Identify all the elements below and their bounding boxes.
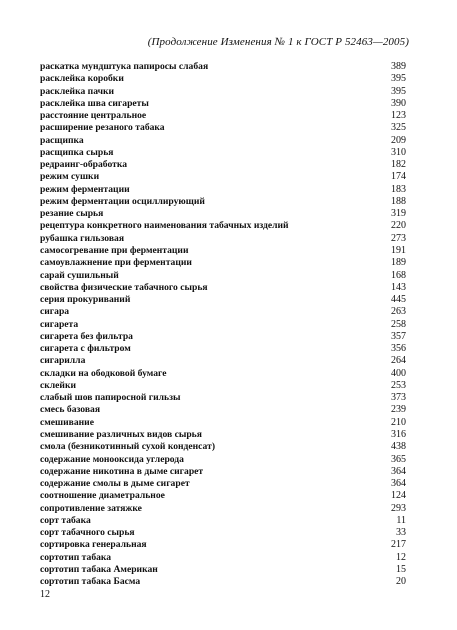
index-page-ref: 210 — [391, 416, 406, 428]
index-entry — [40, 282, 406, 294]
index-term: сорт табака — [40, 514, 91, 526]
index-page-ref: 395 — [391, 85, 406, 97]
index-term: редраинг-обработка — [40, 159, 128, 171]
index-term: сорт табачного сырья — [40, 527, 135, 539]
index-page-ref: 189 — [391, 257, 406, 269]
index-page-ref: 209 — [391, 134, 406, 146]
index-entry — [40, 515, 406, 527]
index-entry — [40, 306, 406, 318]
index-entry — [40, 319, 406, 331]
index-page-ref: 220 — [391, 220, 406, 232]
index-entry — [40, 73, 406, 85]
index-page-ref: 395 — [391, 73, 406, 85]
index-term: расклейка пачки — [40, 85, 115, 97]
index-entry — [40, 122, 406, 134]
index-page-ref: 174 — [391, 171, 406, 183]
index-term: смола (безникотинный сухой конденсат) — [40, 441, 216, 453]
index-page-ref: 293 — [391, 502, 406, 514]
index-entry — [40, 343, 406, 355]
index-term: слабый шов папиросной гильзы — [40, 392, 181, 404]
index-term: сортотип табака — [40, 551, 112, 563]
index-page-ref: 319 — [391, 208, 406, 220]
index-entry — [40, 220, 406, 232]
index-entry — [40, 135, 406, 147]
index-entry — [40, 61, 406, 73]
index-page-ref: 325 — [391, 122, 406, 134]
index-term: содержание смолы в дыме сигарет — [40, 478, 190, 490]
index-page-ref: 365 — [391, 453, 406, 465]
index-entry — [40, 98, 406, 110]
index-page-ref: 168 — [391, 269, 406, 281]
index-entry — [40, 490, 406, 502]
index-entry — [40, 478, 406, 490]
index-entry — [40, 159, 406, 171]
index-term: смесь базовая — [40, 404, 101, 416]
index-entry — [40, 576, 406, 588]
index-term: расстояние центральное — [40, 110, 147, 122]
index-page-ref: 253 — [391, 379, 406, 391]
index-term: сигарета — [40, 318, 79, 330]
index-entry — [40, 392, 406, 404]
index-page-ref: 310 — [391, 146, 406, 158]
index-page-ref: 188 — [391, 195, 406, 207]
index-page-ref: 12 — [396, 551, 406, 563]
index-entry — [40, 417, 406, 429]
index-term: содержание монооксида углерода — [40, 453, 184, 465]
index-term: смешивание различных видов сырья — [40, 428, 202, 440]
index-term: расклейка шва сигареты — [40, 97, 149, 109]
index-term: свойства физические табачного сырья — [40, 281, 208, 293]
page-number: 12 — [40, 589, 50, 600]
index-entry — [40, 429, 406, 441]
index-term: режим сушки — [40, 171, 100, 183]
index-entry — [40, 539, 406, 551]
index-entry — [40, 196, 406, 208]
index-term: резание сырья — [40, 208, 104, 220]
index-page-ref: 33 — [396, 527, 406, 539]
index-entry — [40, 404, 406, 416]
index-term: рубашка гильзовая — [40, 232, 125, 244]
index-page-ref: 239 — [391, 404, 406, 416]
index-term: рецептура конкретного наименования табачных изделий — [40, 220, 289, 232]
index-term: сарай сушильный — [40, 269, 119, 281]
index-entry — [40, 245, 406, 257]
index-term: сортировка генеральная — [40, 539, 147, 551]
index-entry — [40, 454, 406, 466]
index-term: расщипка — [40, 134, 84, 146]
index-term: самоувлажнение при ферментации — [40, 257, 192, 269]
index-entry — [40, 270, 406, 282]
index-page-ref: 264 — [391, 355, 406, 367]
index-page-ref: 191 — [391, 244, 406, 256]
index-entry — [40, 564, 406, 576]
index-term: сортотип табака Басма — [40, 576, 141, 588]
index-page-ref: 364 — [391, 465, 406, 477]
index-term: режим ферментации — [40, 183, 130, 195]
index-page-ref: 182 — [391, 159, 406, 171]
index-term: содержание никотина в дыме сигарет — [40, 465, 204, 477]
index-entry — [40, 503, 406, 515]
document-header: (Продолжение Изменения № 1 к ГОСТ Р 52463—2005) — [147, 36, 409, 48]
index-term: раскатка мундштука папиросы слабая — [40, 61, 209, 72]
index-term: сортотип табака Американ — [40, 563, 158, 575]
index-page-ref: 123 — [391, 110, 406, 122]
terms-index-list — [40, 61, 406, 588]
index-page-ref: 20 — [396, 576, 406, 588]
index-page-ref: 15 — [396, 563, 406, 575]
index-term: складки на ободковой бумаге — [40, 367, 167, 379]
index-term: сигара — [40, 306, 70, 318]
index-entry — [40, 171, 406, 183]
index-entry — [40, 355, 406, 367]
index-term: смешивание — [40, 416, 94, 428]
index-term: соотношение диаметральное — [40, 490, 165, 502]
index-entry — [40, 527, 406, 539]
index-page-ref: 217 — [391, 539, 406, 551]
index-page-ref: 316 — [391, 428, 406, 440]
index-term: сигарилла — [40, 355, 86, 367]
index-page-ref: 373 — [391, 392, 406, 404]
index-term: расклейка коробки — [40, 73, 124, 85]
index-entry — [40, 331, 406, 343]
index-entry — [40, 294, 406, 306]
index-page-ref: 263 — [391, 306, 406, 318]
index-entry — [40, 208, 406, 220]
index-entry — [40, 380, 406, 392]
index-entry — [40, 441, 406, 453]
index-page-ref: 445 — [391, 294, 406, 306]
index-entry — [40, 110, 406, 122]
index-entry — [40, 257, 406, 269]
index-page-ref: 356 — [391, 343, 406, 355]
index-page-ref: 364 — [391, 478, 406, 490]
index-entry — [40, 86, 406, 98]
index-page-ref: 273 — [391, 232, 406, 244]
index-page-ref: 124 — [391, 490, 406, 502]
index-page-ref: 11 — [396, 514, 406, 526]
index-term: сигарета с фильтром — [40, 343, 131, 355]
index-term: сигарета без фильтра — [40, 330, 133, 342]
index-term: расщипка сырья — [40, 146, 114, 158]
index-term: серия прокуриваний — [40, 294, 131, 306]
index-entry — [40, 466, 406, 478]
index-page-ref: 143 — [391, 281, 406, 293]
index-page-ref: 183 — [391, 183, 406, 195]
index-term: расширение резаного табака — [40, 122, 165, 134]
index-page-ref: 389 — [391, 61, 406, 72]
index-page-ref: 400 — [391, 367, 406, 379]
index-term: самосогревание при ферментации — [40, 244, 189, 256]
index-page-ref: 357 — [391, 330, 406, 342]
index-page-ref: 438 — [391, 441, 406, 453]
index-entry — [40, 184, 406, 196]
index-entry — [40, 147, 406, 159]
index-term: режим ферментации осциллирующий — [40, 195, 205, 207]
index-term: сопротивление затяжке — [40, 502, 142, 514]
index-entry — [40, 233, 406, 245]
index-page-ref: 258 — [391, 318, 406, 330]
index-page-ref: 390 — [391, 97, 406, 109]
index-term: склейки — [40, 379, 77, 391]
index-entry — [40, 552, 406, 564]
index-entry — [40, 368, 406, 380]
